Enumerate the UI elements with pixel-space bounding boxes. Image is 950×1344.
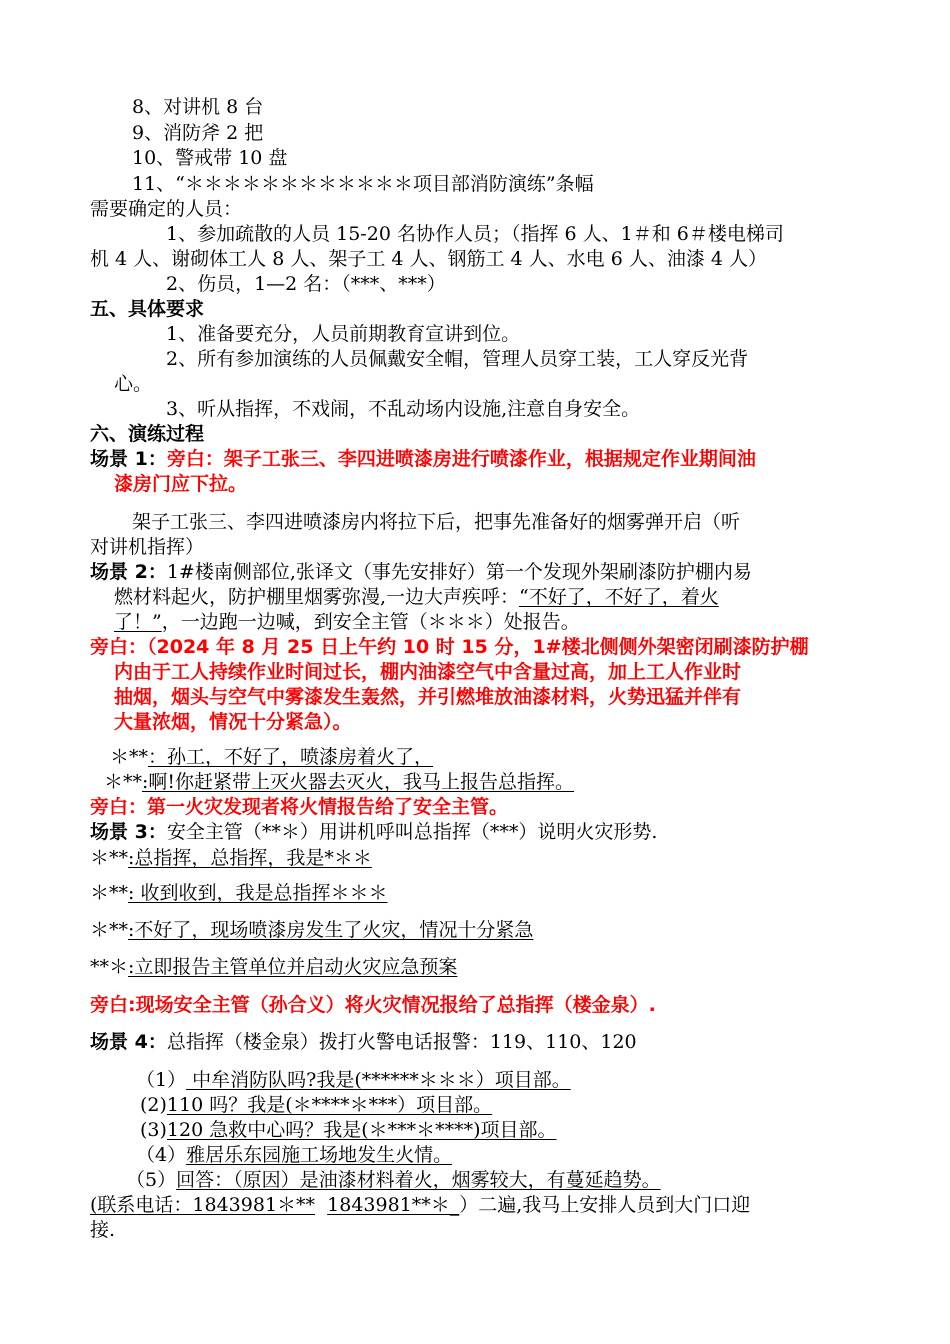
scene-2-narration-3: 抽烟，烟头与空气中雾漆发生轰然，并引燃堆放油漆材料，火势迅猛并伴有 xyxy=(114,686,742,708)
scene-2-label: 场景 2： xyxy=(90,561,167,583)
call-text: 120 急救中心吗？我是(＊***＊****)项目部。 xyxy=(166,1119,557,1141)
dialog-text: :立即报告主管单位并启动火灾应急预案 xyxy=(128,956,458,978)
dialog-text: :不好了，现场喷漆房发生了火灾，情况十分紧急 xyxy=(128,919,534,941)
requirement-1: 1、准备要充分，人员前期教育宣讲到位。 xyxy=(166,323,521,345)
requirement-2-cont: 心。 xyxy=(114,373,153,395)
personnel-item-2: 2、伤员，1—2 名：（***、***） xyxy=(166,273,446,295)
dialog-text: :总指挥，总指挥，我是*＊＊ xyxy=(128,847,372,869)
scene-2-text-cont xyxy=(114,585,719,609)
scene-2-narration-end: 旁白：第一火灾发现者将火情报告给了安全主管。 xyxy=(90,796,509,818)
contact-number-1: 1843981＊** xyxy=(192,1194,316,1216)
scene-1-narration: 旁白：架子工张三、李四进喷漆房进行喷漆作业，根据规定作业期间油 xyxy=(166,448,756,470)
scene-1-line xyxy=(90,447,756,471)
dialog-text: : 收到收到，我是总指挥＊＊＊ xyxy=(128,882,388,904)
requirement-2: 2、所有参加演练的人员佩戴安全帽，管理人员穿工装，工人穿反光背 xyxy=(166,348,749,370)
contact-label: (联系电话： xyxy=(90,1194,193,1216)
scene-2-shout: “不好了，不好了，着火 xyxy=(519,586,719,608)
item-11: 11、“＊＊＊＊＊＊＊＊＊＊＊＊项目部消防演练”条幅 xyxy=(132,173,594,195)
scene-1-action-cont: 对讲机指挥） xyxy=(90,536,205,558)
dialog-speaker: ＊** xyxy=(90,919,129,941)
call-5 xyxy=(126,1168,661,1192)
call-text: 雅居乐东园施工场地发生火情。 xyxy=(186,1144,453,1166)
scene-3-dialog-1 xyxy=(90,846,372,870)
scene-3-line xyxy=(90,820,657,844)
scene-4-text: 总指挥（楼金泉）拨打火警电话报警：119、110、120 xyxy=(166,1031,637,1053)
call-1 xyxy=(136,1068,571,1092)
scene-2-text-cont2 xyxy=(114,610,580,634)
scene-4-label: 场景 4： xyxy=(90,1031,167,1053)
call-2 xyxy=(140,1093,492,1117)
scene-2-narration-1: 旁白：（2024 年 8 月 25 日上午约 10 时 15 分，1#楼北侧侧外架密闭刷漆防护棚 xyxy=(90,636,809,658)
item-10: 10、警戒带 10 盘 xyxy=(132,147,288,169)
scene-3-label: 场景 3： xyxy=(90,821,167,843)
item-9: 9、消防斧 2 把 xyxy=(132,122,264,144)
call-number: （1） xyxy=(136,1069,187,1091)
scene-3-dialog-3 xyxy=(90,918,533,942)
contact-number-2: 1843981**＊_ xyxy=(327,1194,460,1216)
contact-line-cont: 接. xyxy=(90,1219,116,1241)
scene-2-line xyxy=(90,560,752,584)
scene-2-shout-end: 了！” xyxy=(114,611,162,633)
dialog-speaker: ＊** xyxy=(110,746,149,768)
scene-3-text: 安全主管（**＊）用讲机呼叫总指挥（***）说明火灾形势. xyxy=(166,821,658,843)
requirement-3: 3、听从指挥，不戏闹，不乱动场内设施,注意自身安全。 xyxy=(166,398,641,420)
scene-2-narration-2: 内由于工人持续作业时间过长，棚内油漆空气中含量过高，加上工人作业时 xyxy=(114,661,742,683)
scene-1-label: 场景 1： xyxy=(90,448,167,470)
call-answer-text: 是油漆材料着火，烟雾较大，有蔓延趋势。 xyxy=(299,1169,661,1191)
call-answer-label: 回答：（原因） xyxy=(176,1169,300,1191)
call-text: 中牟消防队吗?我是(******＊＊＊）项目部。 xyxy=(186,1069,571,1091)
scene-1-action: 架子工张三、李四进喷漆房内将拉下后，把事先准备好的烟雾弹开启（听 xyxy=(132,511,741,533)
scene-2-text: 1#楼南侧部位,张译文（事先安排好）第一个发现外架刷漆防护棚内易 xyxy=(166,561,752,583)
scene-1-narration-cont: 漆房门应下拉。 xyxy=(114,473,248,495)
call-number: （4） xyxy=(136,1144,187,1166)
scene-4-line xyxy=(90,1030,637,1054)
section-5-heading: 五、具体要求 xyxy=(90,298,205,320)
call-3 xyxy=(140,1118,557,1142)
call-number: (2) xyxy=(140,1094,167,1116)
dialog-text: ：孙工，不好了，喷漆房着火了， xyxy=(148,746,434,768)
call-4 xyxy=(136,1143,452,1167)
scene-3-narration: 旁白:现场安全主管（孙合义）将火灾情况报给了总指挥（楼金泉）. xyxy=(90,994,656,1016)
scene-3-dialog-2 xyxy=(90,881,387,905)
scene-2-report: ，一边跑一边喊，到安全主管（＊＊＊）处报告。 xyxy=(161,611,580,633)
dialog-speaker: ＊** xyxy=(104,771,143,793)
dialog-text: :啊!你赶紧带上灭火器去灭火，我马上报告总指挥。 xyxy=(142,771,575,793)
personnel-heading: 需要确定的人员： xyxy=(90,198,243,220)
scene-2-dialog-2 xyxy=(104,770,574,794)
call-number: （5） xyxy=(126,1169,177,1191)
dialog-speaker: ＊** xyxy=(90,847,129,869)
contact-line xyxy=(90,1193,750,1217)
personnel-item-1-cont: 机 4 人、谢砌体工人 8 人、架子工 4 人、钢筋工 4 人、水电 6 人、油漆 4 人） xyxy=(90,248,768,270)
scene-3-dialog-4 xyxy=(90,955,457,979)
scene-2-text-part: 燃材料起火，防护棚里烟雾弥漫,一边大声疾呼： xyxy=(114,586,520,608)
dialog-speaker: ＊** xyxy=(90,882,129,904)
call-text: 110 吗？我是(＊****＊***）项目部。 xyxy=(166,1094,493,1116)
item-8: 8、对讲机 8 台 xyxy=(132,96,264,118)
call-number: (3) xyxy=(140,1119,167,1141)
contact-text: ）二遍,我马上安排人员到大门口迎 xyxy=(459,1194,751,1216)
section-6-heading: 六、演练过程 xyxy=(90,423,205,445)
personnel-item-1: 1、参加疏散的人员 15-20 名协作人员；（指挥 6 人、1＃和 6＃楼电梯司 xyxy=(166,223,784,245)
scene-2-dialog-1 xyxy=(110,745,433,769)
dialog-speaker: **＊ xyxy=(90,956,129,978)
scene-2-narration-4: 大量浓烟，情况十分紧急）。 xyxy=(114,711,352,733)
